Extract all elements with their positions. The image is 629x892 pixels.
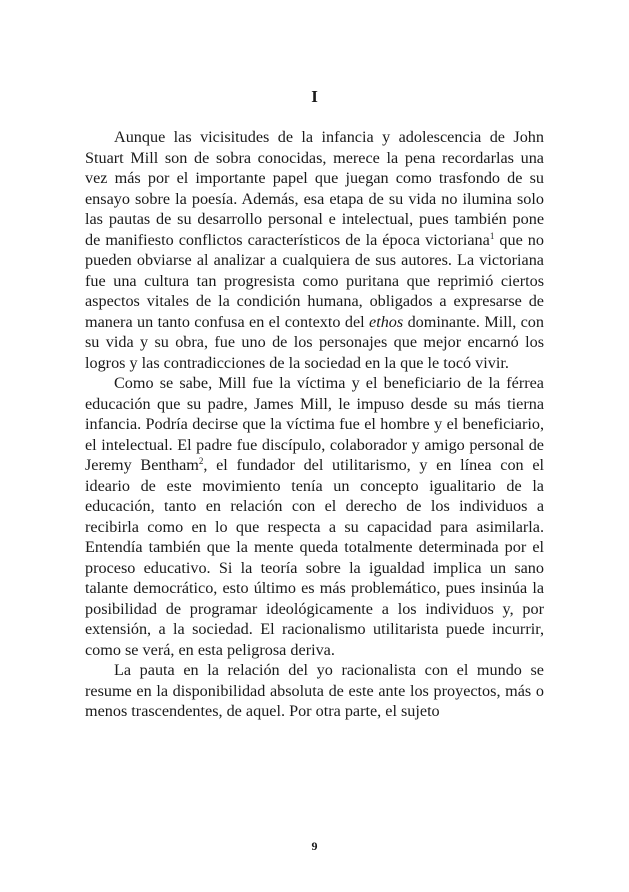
footnote-marker-2: 2 xyxy=(198,456,204,466)
paragraph-2 xyxy=(85,373,544,660)
paragraph-2-part-2: , el fundador del utilitarismo, y en línea con el ideario de este movimiento tenía un concepto igualitario de la educación, tanto en relación con el derecho de los individuos a recibirla como en lo que respecta a su capacidad para asimilarla. Entendía también que la mente queda totalmente determinada por el proceso educativo. Si la teoría sobre la igualdad implica un sano talante democrático, esto último es más problemático, pues insinúa la posibilidad de programar ideológicamente a los individuos y, por extensión, a la sociedad. El racionalismo utilitarista puede incurrir, como se verá, en esta peligrosa deriva. xyxy=(85,456,545,659)
page-number: 9 xyxy=(311,839,318,853)
paragraph-1-part-1: Aunque las vicisitudes de la infancia y adolescencia de John Stuart Mill son de sobra conocidas, merece la pena recordarlas una vez más por el importante papel que juegan como trasfondo de su ensayo sobre la poesía. Además, esa etapa de su vida no ilumina solo las pautas de su desarrollo personal e intelectual, pues también pone de manifiesto conflictos característicos de la época victoriana xyxy=(85,128,544,249)
paragraph-3: La pauta en la relación del yo racionalista con el mundo se resume en la disponibilidad absoluta de este ante los proyectos, más o menos trascendentes, de aquel. Por otra parte, el sujeto xyxy=(85,661,544,720)
footnote-marker-1: 1 xyxy=(489,230,495,241)
paragraph-1-part-2: que no pueden obviarse al analizar a cualquiera de sus autores. La victoriana fue una cultura tan progresista como puritana que reprimió ciertos aspectos vitales de la condición humana, obligados a expresarse de manera un tanto confusa en el contexto del xyxy=(85,230,544,331)
italic-term: ethos xyxy=(369,312,404,331)
body-text xyxy=(85,127,544,722)
paragraph-1-part-3: dominante. Mill, con su vida y su obra, fue uno de los personajes que mejor encarnó los logros y las contradicciones de la sociedad en la que le tocó vivir. xyxy=(85,312,544,372)
paragraph-1 xyxy=(85,127,544,373)
chapter-heading: I xyxy=(311,87,318,106)
paragraph-2-part-1: Como se sabe, Mill fue la víctima y el beneficiario de la férrea educación que su padre, James Mill, le impuso desde su más tierna infancia. Podría decirse que la víctima fue el hombre y el beneficiario, el intelectual. El padre fue discípulo, colaborador y amigo personal de Jeremy Bentham xyxy=(85,374,544,474)
